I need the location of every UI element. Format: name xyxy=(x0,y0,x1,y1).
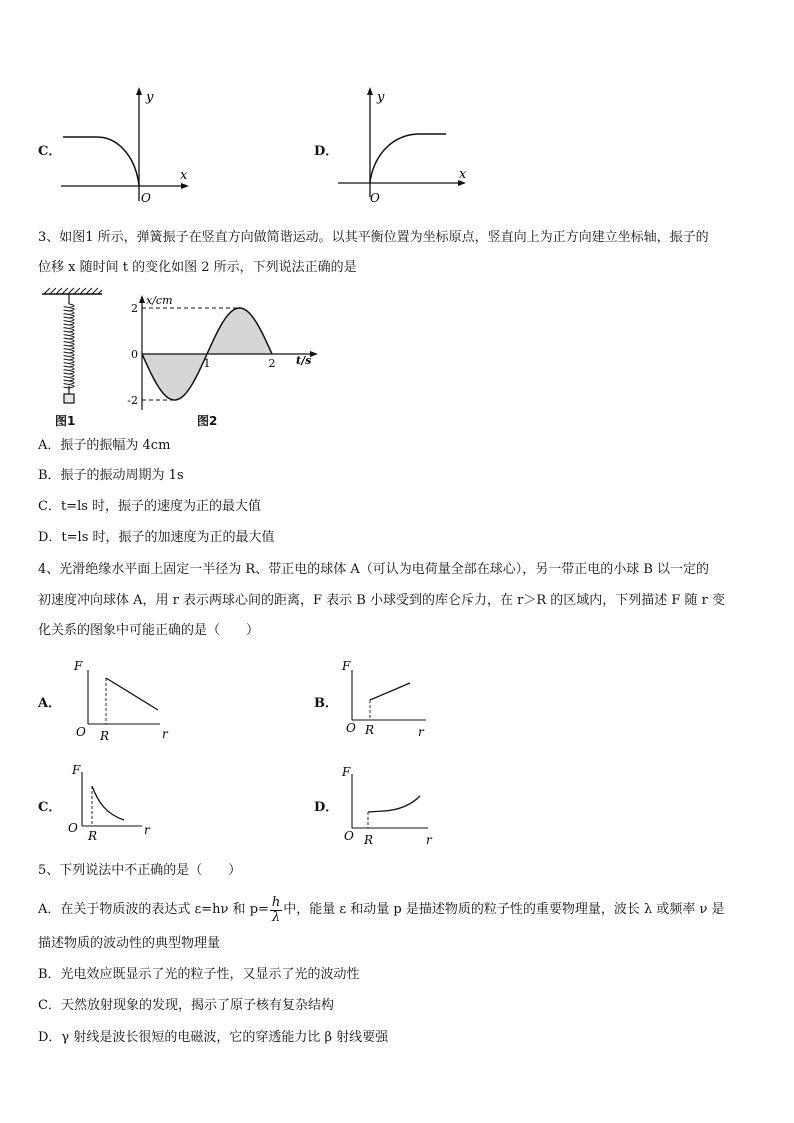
q3-option-b[interactable]: B．振子的振动周期为 1s xyxy=(38,468,184,483)
q2c-origin: O xyxy=(141,191,151,205)
q2-graph-c xyxy=(55,85,205,207)
q5-option-a[interactable] xyxy=(38,893,725,927)
svg-text:O: O xyxy=(76,725,86,739)
q2-graph-d xyxy=(334,85,479,207)
svg-text:R: R xyxy=(88,829,98,843)
q2c-y-arrow xyxy=(136,87,142,95)
q5-fraction-numerator: h xyxy=(271,894,281,910)
ceiling-hatch xyxy=(44,288,102,294)
spring-coil xyxy=(64,304,74,388)
q5-option-d[interactable]: D．γ 射线是波长很短的电磁波，它的穿透能力比 β 射线要强 xyxy=(38,1030,389,1045)
svg-text:R: R xyxy=(100,729,110,743)
q3-fig1-spring xyxy=(40,286,104,406)
q2c-x-arrow xyxy=(181,183,189,189)
q4-option-a-label[interactable]: A． xyxy=(38,696,62,711)
q3-stem-line1: 3、如图1 所示，弹簧振子在竖直方向做简谐运动。以其平衡位置为坐标原点，竖直向上为正方向建立坐标轴，振子的 xyxy=(38,230,709,245)
q3-fig2-chart xyxy=(126,290,326,415)
spring-mass xyxy=(64,394,74,403)
q3-option-c[interactable]: C．t=ls 时，振子的速度为正的最大值 xyxy=(38,499,262,514)
chart-shade-negative xyxy=(142,354,207,400)
q5-option-c[interactable]: C．天然放射现象的发现，揭示了原子核有复杂结构 xyxy=(38,998,334,1013)
q2d-origin: O xyxy=(370,191,380,205)
q3-stem-line2: 位移 x 随时间 t 的变化如图 2 所示，下列说法正确的是 xyxy=(38,260,357,275)
chart-x-axis-label: t/s xyxy=(296,354,312,367)
q5-fraction xyxy=(270,896,282,925)
y-tick-label: -2 xyxy=(127,394,138,407)
chart-y-axis-label: x/cm xyxy=(146,294,173,307)
svg-text:O: O xyxy=(68,821,78,835)
svg-text:R: R xyxy=(365,723,375,737)
svg-text:r: r xyxy=(418,725,424,739)
q3-fig2-caption: 图2 xyxy=(197,414,218,428)
x-tick-label: 2 xyxy=(268,357,276,370)
chart-shade-positive xyxy=(207,308,272,354)
svg-text:O: O xyxy=(346,721,356,735)
q3-option-d[interactable]: D．t=ls 时，振子的加速度为正的最大值 xyxy=(38,530,275,545)
q3-fig1-caption: 图1 xyxy=(55,414,76,428)
svg-text:R: R xyxy=(364,833,374,847)
q2d-curve xyxy=(370,134,446,182)
q2-option-d-label[interactable]: D． xyxy=(314,144,339,159)
q5-option-a-pre: A．在关于物质波的表达式 ε=hν 和 p= xyxy=(38,902,269,917)
svg-text:r: r xyxy=(144,823,150,837)
q4-option-b-label[interactable]: B． xyxy=(314,696,338,711)
y-tick-label: 2 xyxy=(131,302,138,315)
q5-stem: 5、下列说法中不正确的是（ ） xyxy=(38,863,242,878)
q2-option-c-label[interactable]: C． xyxy=(38,144,62,159)
q5-option-a-line2: 描述物质的波动性的典型物理量 xyxy=(38,936,221,951)
q5-option-a-post: 中，能量 ε 和动量 p 是描述物质的粒子性的重要物理量，波长 λ 或频率 ν 是 xyxy=(283,902,725,917)
svg-text:O: O xyxy=(344,829,354,843)
q4-graph-a xyxy=(70,656,180,744)
q4-graph-c xyxy=(64,762,164,846)
q2c-curve xyxy=(63,137,139,185)
q4-stem-line1: 4、光滑绝缘水平面上固定一半径为 R、带正电的球体 A（可认为电荷量全部在球心），另一带正电的小球 B 以一定的 xyxy=(38,562,710,577)
q5-fraction-denominator: λ xyxy=(271,909,281,925)
q2d-y-label: y xyxy=(377,90,385,105)
q4-option-c-label[interactable]: C． xyxy=(38,800,62,815)
svg-text:F: F xyxy=(74,659,83,673)
svg-text:F: F xyxy=(342,659,351,673)
q3-option-a[interactable]: A．振子的振幅为 4cm xyxy=(38,438,171,453)
chart-y-arrow xyxy=(139,295,145,303)
q4-option-d-label[interactable]: D． xyxy=(314,800,339,815)
q2c-y-label: y xyxy=(146,90,154,105)
svg-text:F: F xyxy=(342,765,351,779)
y-tick-label: 0 xyxy=(131,348,138,361)
svg-text:r: r xyxy=(162,727,168,741)
q4-graph-d xyxy=(334,760,444,848)
q4-graph-b xyxy=(334,656,444,744)
x-tick-label: 1 xyxy=(203,357,211,370)
svg-text:F: F xyxy=(72,763,81,777)
q4-stem-line3: 化关系的图象中可能正确的是（ ） xyxy=(38,623,260,638)
svg-text:r: r xyxy=(426,833,432,847)
q4-stem-line2: 初速度冲向球体 A，用 r 表示两球心间的距离，F 表示 B 小球受到的库仑斥力，在 r＞R 的区域内，下列描述 F 随 r 变 xyxy=(38,593,726,608)
q2d-x-label: x xyxy=(459,167,467,182)
q5-option-b[interactable]: B．光电效应既显示了光的粒子性，又显示了光的波动性 xyxy=(38,967,360,982)
q2c-x-label: x xyxy=(180,168,188,183)
q2d-y-arrow xyxy=(367,87,373,95)
